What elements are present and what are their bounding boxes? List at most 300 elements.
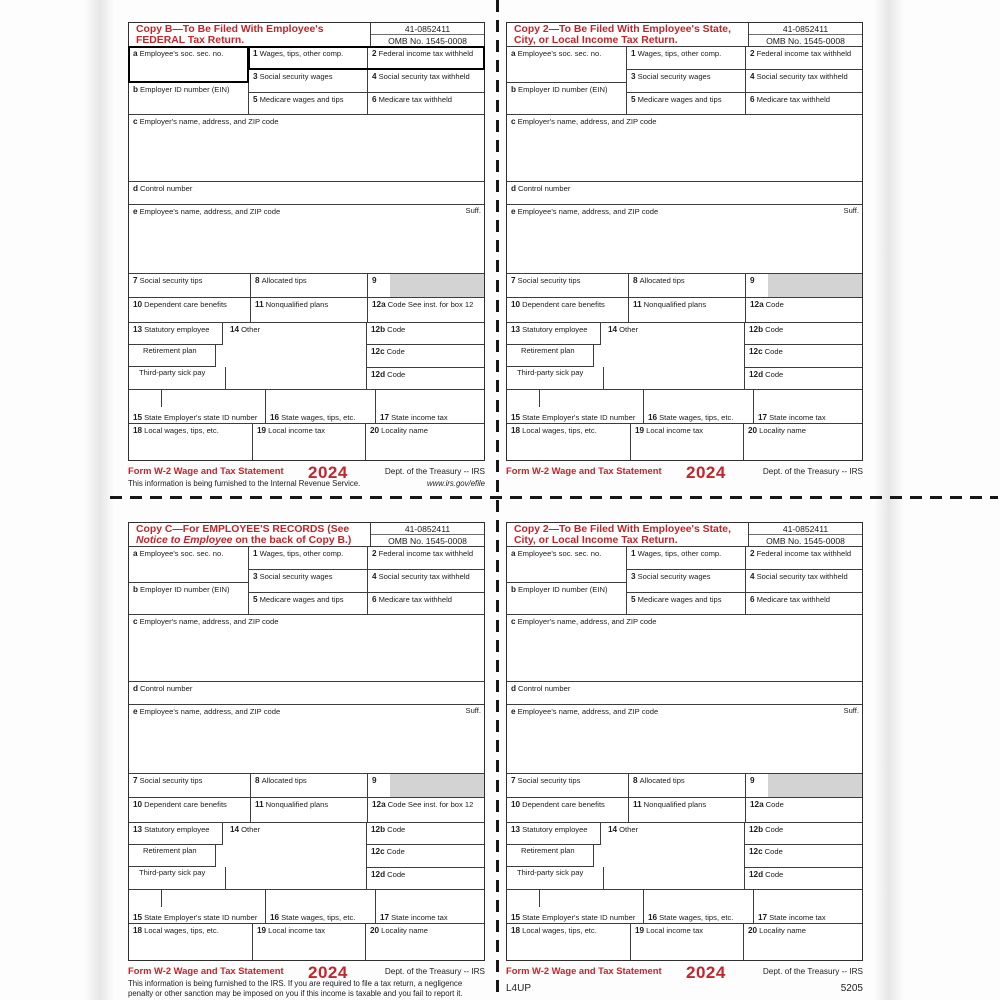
box-8-allocated-tips — [251, 774, 368, 797]
box-9-number: 9 — [750, 776, 755, 785]
box-15-number: 15 — [133, 912, 143, 922]
box-1-number: 1 — [253, 49, 258, 58]
box-19-label: Local income tax — [268, 926, 326, 935]
box-13-retirement-plan — [129, 845, 216, 867]
box-12c-label: Code — [386, 347, 405, 357]
row-boxes-15-16-17 — [129, 889, 484, 923]
box-9-number: 9 — [372, 276, 377, 285]
box-15-state-id — [507, 390, 644, 423]
box-12c-label: Code — [764, 347, 783, 357]
box-11-nonqualified-plans — [251, 298, 368, 322]
box-12a-number: 12a — [372, 300, 386, 309]
column-1-6 — [249, 47, 484, 114]
box-10-label: Dependent care benefits — [144, 300, 227, 309]
box-11-number: 11 — [255, 300, 264, 309]
box-4-ss-tax-withheld — [746, 70, 862, 92]
column-a-b — [507, 47, 627, 114]
footer-line-1 — [506, 963, 863, 982]
box-10-number: 10 — [511, 800, 521, 809]
copy-title-text: Copy B—To Be Filed With Employee's FEDERAL Tax Return. — [136, 24, 324, 46]
header-id-box — [748, 23, 862, 46]
form-w2-title: Form W-2 Wage and Tax Statement — [506, 465, 662, 476]
section-13-14-12bcd — [129, 822, 484, 889]
box-d-label: Control number — [140, 184, 193, 193]
section-13-14-12bcd — [507, 322, 862, 389]
row-boxes-7-8-9 — [129, 273, 484, 297]
box-3-label: Social security wages — [259, 72, 333, 81]
tax-year: 2024 — [307, 463, 348, 482]
section-13-14-12bcd — [129, 322, 484, 389]
box-8-number: 8 — [255, 276, 260, 285]
box-c-employer-name-address — [507, 114, 862, 181]
box-8-number: 8 — [633, 276, 638, 285]
box-11-label: Nonqualified plans — [643, 300, 707, 309]
box-1-label: Wages, tips, other comp. — [637, 49, 722, 58]
box-c-number: c — [133, 617, 138, 626]
box-18-label: Local wages, tips, etc. — [144, 926, 219, 935]
box-4-number: 4 — [372, 572, 377, 581]
box-12b-number: 12b — [749, 325, 764, 334]
box-16-state-wages — [644, 890, 754, 923]
box-12a-number: 12a — [750, 800, 764, 809]
column-1-6 — [249, 547, 484, 614]
box-20-label: Locality name — [381, 926, 428, 935]
treasury-dept-label: Dept. of the Treasury -- IRS — [384, 467, 485, 476]
box-18-local-wages — [129, 924, 253, 960]
box-12d-label: Code — [765, 369, 784, 379]
box-20-number: 20 — [370, 926, 380, 935]
box-4-ss-tax-withheld — [368, 70, 484, 92]
suffix-label: Suff. — [465, 706, 481, 715]
suffix-label: Suff. — [843, 706, 859, 715]
box-19-number: 19 — [257, 926, 267, 935]
header-id-box — [748, 523, 862, 546]
box-3-number: 3 — [631, 572, 636, 581]
footer-right-code: 5205 — [840, 983, 863, 994]
omb-number: OMB No. 1545-0008 — [388, 36, 467, 46]
box-12d-number: 12d — [749, 869, 764, 879]
box-17-state-income-tax — [754, 390, 862, 423]
box-2-label: Federal income tax withheld — [378, 549, 474, 558]
treasury-dept-label: Dept. of the Treasury -- IRS — [384, 967, 485, 976]
box-13-number: 13 — [511, 325, 521, 334]
box-d-number: d — [133, 684, 139, 693]
copy-title — [129, 23, 370, 46]
box-e-employee-name-address — [129, 204, 484, 273]
box-8-label: Allocated tips — [639, 776, 685, 785]
omb-number: OMB No. 1545-0008 — [766, 36, 845, 46]
box-10-dependent-care — [129, 798, 251, 822]
box-19-local-income-tax — [631, 924, 744, 960]
third-party-sick-pay-label: Third-party sick pay — [517, 368, 584, 377]
box-20-label: Locality name — [759, 926, 806, 935]
box-e-employee-name-address — [507, 204, 862, 273]
box-7-number: 7 — [511, 776, 516, 785]
suffix-label: Suff. — [843, 206, 859, 215]
box-e-employee-name-address — [129, 704, 484, 773]
box-19-number: 19 — [635, 426, 645, 435]
box-12b-label: Code — [765, 325, 784, 334]
box-b-employer-ein — [507, 583, 626, 614]
form-header — [129, 523, 484, 546]
box-9-shaded — [746, 274, 862, 297]
copy-title-italic: Notice to Employee — [136, 534, 233, 546]
box-6-number: 6 — [372, 95, 377, 104]
row-boxes-1-2 — [627, 547, 862, 570]
copy-title-text: Copy 2—To Be Filed With Employee's State, City, or Local Income Tax Return. — [514, 524, 731, 546]
box-9-gray-fill — [768, 774, 862, 797]
box-8-allocated-tips — [629, 274, 746, 297]
third-party-sick-pay-label: Third-party sick pay — [139, 868, 206, 877]
column-a-b — [129, 547, 249, 614]
box-d-label: Control number — [518, 684, 571, 693]
box-8-number: 8 — [633, 776, 638, 785]
copy-title-text: Copy C—For EMPLOYEE'S RECORDS (See — [136, 524, 350, 535]
box-d-control-number — [507, 681, 862, 704]
box-e-number: e — [511, 207, 516, 216]
box-7-label: Social security tips — [517, 776, 581, 785]
suffix-label: Suff. — [465, 206, 481, 215]
w2-form-copy-2-top — [506, 22, 863, 482]
box-16-label: State wages, tips, etc. — [659, 412, 734, 422]
row-boxes-7-8-9 — [507, 273, 862, 297]
box-12a-number: 12a — [750, 300, 764, 309]
box-15-label: State Employer's state ID number — [144, 412, 258, 422]
box-d-number: d — [511, 684, 517, 693]
box-20-locality-name — [744, 924, 862, 960]
copy-title — [507, 523, 748, 546]
box-4-number: 4 — [750, 572, 755, 581]
box-9-shaded — [368, 274, 484, 297]
box-15-state-id — [129, 390, 266, 423]
box-12d-code — [745, 367, 862, 389]
box-19-label: Local income tax — [646, 426, 704, 435]
printer-id-number: 41-0852411 — [749, 523, 862, 535]
box-e-employee-name-address — [507, 704, 862, 773]
box-14-number: 14 — [608, 325, 618, 334]
box-c-label: Employer's name, address, and ZIP code — [139, 117, 279, 126]
box-12b-code — [367, 823, 484, 844]
sheet-left-edge-shadow — [84, 0, 114, 1000]
form-footer — [506, 461, 863, 482]
column-12b-12c-12d — [366, 823, 484, 889]
box-12a-number: 12a — [372, 800, 386, 809]
box-16-number: 16 — [648, 912, 658, 922]
box-5-number: 5 — [253, 595, 258, 604]
row-boxes-7-8-9 — [129, 773, 484, 797]
box-12c-label: Code — [386, 847, 405, 857]
row-boxes-5-6 — [249, 593, 484, 614]
box-15-state-id — [507, 890, 644, 923]
box-4-label: Social security tax withheld — [756, 72, 848, 81]
box-6-number: 6 — [750, 595, 755, 604]
box-5-number: 5 — [253, 95, 258, 104]
box-13-number: 13 — [511, 825, 521, 834]
box-6-medicare-tax-withheld — [368, 93, 484, 114]
box-5-number: 5 — [631, 595, 636, 604]
box-11-number: 11 — [633, 800, 642, 809]
copy-title — [507, 23, 748, 46]
box-19-label: Local income tax — [646, 926, 704, 935]
box-e-number: e — [133, 207, 138, 216]
box-11-number: 11 — [255, 800, 264, 809]
box-18-local-wages — [507, 924, 631, 960]
box-13-retirement-plan — [507, 345, 594, 367]
box-19-local-income-tax — [253, 924, 366, 960]
box-17-state-income-tax — [754, 890, 862, 923]
third-party-sick-pay-label: Third-party sick pay — [517, 868, 584, 877]
box-3-label: Social security wages — [637, 572, 711, 581]
box-12c-number: 12c — [749, 847, 763, 857]
box-5-number: 5 — [631, 95, 636, 104]
box-15-number: 15 — [511, 412, 521, 422]
box-5-label: Medicare wages and tips — [637, 595, 722, 604]
box-12a-code — [746, 798, 862, 822]
box-3-number: 3 — [631, 72, 636, 81]
box-17-number: 17 — [380, 912, 390, 922]
form-footer — [506, 961, 863, 994]
box-3-ss-wages — [627, 570, 746, 592]
box-11-label: Nonqualified plans — [265, 800, 329, 809]
row-boxes-3-4 — [627, 570, 862, 593]
quadrant-copy-c — [128, 522, 485, 998]
row-boxes-1-2 — [627, 47, 862, 70]
header-id-box — [370, 523, 484, 546]
box-3-number: 3 — [253, 72, 258, 81]
box-a-employee-ssn — [507, 547, 626, 583]
box-d-control-number — [129, 181, 484, 204]
box-6-label: Medicare tax withheld — [378, 595, 453, 604]
row-boxes-1-2 — [249, 47, 484, 70]
row-boxes-18-19-20 — [507, 423, 862, 460]
row-boxes-5-6 — [627, 93, 862, 114]
box-c-label: Employer's name, address, and ZIP code — [517, 617, 657, 626]
box-1-wages — [249, 47, 368, 69]
box-14-other — [226, 323, 367, 389]
box-16-number: 16 — [270, 912, 280, 922]
box-12a-label: Code See inst. for box 12 — [387, 800, 474, 809]
box-18-number: 18 — [511, 926, 521, 935]
box-16-label: State wages, tips, etc. — [659, 912, 734, 922]
row-boxes-3-4 — [249, 570, 484, 593]
omb-number: OMB No. 1545-0008 — [766, 536, 845, 546]
box-c-number: c — [511, 617, 516, 626]
box-11-nonqualified-plans — [251, 798, 368, 822]
w2-form-copy-b — [128, 22, 485, 488]
box-17-label: State income tax — [769, 412, 826, 422]
box-13-label: Statutory employee — [144, 825, 210, 834]
box-5-label: Medicare wages and tips — [259, 95, 344, 104]
box-17-number: 17 — [758, 912, 768, 922]
w2-form-copy-2-bottom — [506, 522, 863, 994]
box-a-employee-ssn — [129, 47, 248, 83]
box-13-number: 13 — [133, 325, 143, 334]
box-12d-number: 12d — [371, 869, 386, 879]
box-14-label: Other — [619, 825, 639, 834]
box-e-number: e — [511, 707, 516, 716]
box-12a-label: Code — [765, 300, 784, 309]
box-8-allocated-tips — [629, 774, 746, 797]
row-boxes-3-4 — [627, 70, 862, 93]
box-7-ss-tips — [129, 274, 251, 297]
box-1-number: 1 — [631, 549, 636, 558]
box-6-number: 6 — [750, 95, 755, 104]
box-12d-code — [367, 867, 484, 889]
w2-form-border — [506, 22, 863, 461]
box-12a-code — [368, 798, 484, 822]
box-3-label: Social security wages — [637, 72, 711, 81]
box-b-number: b — [133, 585, 139, 594]
box-1-label: Wages, tips, other comp. — [259, 549, 344, 558]
box-1-wages — [627, 547, 746, 569]
box-14-other — [226, 823, 367, 889]
box-9-shaded — [746, 774, 862, 797]
box-12c-code — [367, 844, 484, 866]
box-13-statutory-employee — [507, 823, 601, 845]
column-1-6 — [627, 47, 862, 114]
box-3-ss-wages — [249, 70, 368, 92]
row-boxes-18-19-20 — [129, 423, 484, 460]
tax-year: 2024 — [307, 963, 348, 982]
retirement-plan-label: Retirement plan — [143, 846, 197, 855]
box-a-number: a — [511, 549, 516, 558]
box-2-federal-tax-withheld — [746, 547, 862, 569]
w2-form-border — [506, 522, 863, 961]
footer-left-text: L4UP — [506, 983, 532, 994]
box-5-medicare-wages — [249, 593, 368, 614]
box-17-label: State income tax — [391, 412, 448, 422]
box-e-number: e — [133, 707, 138, 716]
quadrant-copy-2-top — [506, 22, 863, 482]
box-19-local-income-tax — [631, 424, 744, 460]
box-b-employer-ein — [129, 583, 248, 614]
box-12b-label: Code — [387, 325, 406, 334]
box-15-label: State Employer's state ID number — [522, 412, 636, 422]
box-13-label: Statutory employee — [522, 325, 588, 334]
box-13-third-party-sick-pay — [507, 367, 604, 389]
box-e-label: Employee's name, address, and ZIP code — [139, 707, 281, 716]
box-4-ss-tax-withheld — [746, 570, 862, 592]
footer-line-1 — [128, 963, 485, 982]
box-9-number: 9 — [750, 276, 755, 285]
box-5-medicare-wages — [249, 93, 368, 114]
form-header — [507, 23, 862, 46]
box-c-employer-name-address — [507, 614, 862, 681]
row-boxes-15-16-17 — [129, 389, 484, 423]
box-2-federal-tax-withheld — [368, 547, 484, 569]
box-13-retirement-plan — [129, 345, 216, 367]
box-12d-number: 12d — [749, 369, 764, 379]
retirement-plan-label: Retirement plan — [143, 346, 197, 355]
box-7-label: Social security tips — [139, 776, 203, 785]
box-7-ss-tips — [129, 774, 251, 797]
column-12b-12c-12d — [744, 323, 862, 389]
column-1-6 — [627, 547, 862, 614]
box-12a-label: Code — [765, 800, 784, 809]
box-13-third-party-sick-pay — [129, 367, 226, 389]
box-8-number: 8 — [255, 776, 260, 785]
box-d-label: Control number — [518, 184, 571, 193]
box-12a-code — [746, 298, 862, 322]
column-box-13 — [129, 323, 226, 389]
retirement-plan-label: Retirement plan — [521, 846, 575, 855]
box-2-number: 2 — [750, 549, 755, 558]
box-8-label: Allocated tips — [639, 276, 685, 285]
box-2-label: Federal income tax withheld — [756, 549, 852, 558]
header-id-box — [370, 23, 484, 46]
quadrant-copy-2-bottom — [506, 522, 863, 994]
box-15-number: 15 — [133, 412, 143, 422]
box-14-other — [604, 323, 745, 389]
box-12c-label: Code — [764, 847, 783, 857]
box-12b-code — [745, 823, 862, 844]
printer-id-number: 41-0852411 — [749, 23, 862, 35]
box-10-label: Dependent care benefits — [522, 800, 605, 809]
box-12a-label: Code See inst. for box 12 — [387, 300, 474, 309]
box-14-label: Other — [241, 825, 261, 834]
box-b-label: Employer ID number (EIN) — [518, 85, 608, 94]
form-header — [507, 523, 862, 546]
box-13-statutory-employee — [129, 823, 223, 845]
row-boxes-5-6 — [249, 93, 484, 114]
box-8-allocated-tips — [251, 274, 368, 297]
box-a-label: Employee's soc. sec. no. — [139, 49, 224, 58]
box-5-label: Medicare wages and tips — [259, 595, 344, 604]
box-8-label: Allocated tips — [261, 276, 307, 285]
box-c-number: c — [133, 117, 138, 126]
form-w2-title: Form W-2 Wage and Tax Statement — [128, 465, 284, 476]
box-9-gray-fill — [390, 774, 484, 797]
box-18-label: Local wages, tips, etc. — [522, 926, 597, 935]
box-d-label: Control number — [140, 684, 193, 693]
box-7-number: 7 — [133, 276, 138, 285]
box-13-third-party-sick-pay — [129, 867, 226, 889]
tax-year: 2024 — [685, 963, 726, 982]
box-b-label: Employer ID number (EIN) — [518, 585, 608, 594]
box-12b-number: 12b — [749, 825, 764, 834]
box-e-label: Employee's name, address, and ZIP code — [517, 207, 659, 216]
row-boxes-15-16-17 — [507, 389, 862, 423]
box-6-label: Medicare tax withheld — [756, 95, 831, 104]
box-12b-code — [367, 323, 484, 344]
box-d-control-number — [129, 681, 484, 704]
box-12c-number: 12c — [749, 347, 763, 357]
box-13-number: 13 — [133, 825, 143, 834]
box-10-dependent-care — [129, 298, 251, 322]
section-ab-1-6 — [129, 46, 484, 114]
box-20-locality-name — [366, 424, 484, 460]
box-11-label: Nonqualified plans — [265, 300, 329, 309]
box-18-local-wages — [507, 424, 631, 460]
box-14-number: 14 — [230, 825, 240, 834]
row-boxes-18-19-20 — [129, 923, 484, 960]
box-1-number: 1 — [253, 549, 258, 558]
box-b-employer-ein — [129, 83, 248, 114]
section-ab-1-6 — [507, 546, 862, 614]
box-a-employee-ssn — [507, 47, 626, 83]
box-7-ss-tips — [507, 274, 629, 297]
footer-left-text: This information is being furnished to the Internal Revenue Service. — [128, 479, 361, 488]
copy-title-text-2: on the back of Copy B.) — [232, 534, 352, 546]
box-17-number: 17 — [758, 412, 768, 422]
third-party-sick-pay-label: Third-party sick pay — [139, 368, 206, 377]
box-c-employer-name-address — [129, 614, 484, 681]
box-20-locality-name — [366, 924, 484, 960]
box-a-number: a — [133, 549, 138, 558]
box-10-dependent-care — [507, 798, 629, 822]
box-16-number: 16 — [648, 412, 658, 422]
section-ab-1-6 — [129, 546, 484, 614]
